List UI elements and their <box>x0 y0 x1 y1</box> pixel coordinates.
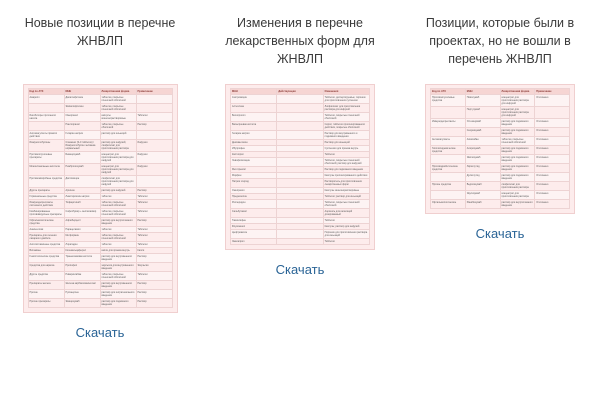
table-cell: Препараты железа <box>28 281 64 290</box>
table-cell: Левофлоксацин <box>231 158 277 167</box>
table-body <box>431 95 570 209</box>
table-cell: Амарилл <box>28 95 64 104</box>
table-cell <box>431 191 466 200</box>
table-cell: Софосбувир + велпатасвир <box>64 209 100 218</box>
table-cell: концентрат для приготовления раствора для инфузий <box>500 95 535 107</box>
table-header-cell: МНН <box>64 89 100 95</box>
table-cell: Прочие средства <box>431 182 466 191</box>
table-cell: Секукинумаб <box>465 128 500 137</box>
table-cell: Иммунодепрессанты системного действия <box>28 200 64 209</box>
preview-column-rejected-positions <box>400 10 600 408</box>
table-header-cell: Лекарственная форма <box>500 89 535 95</box>
table-cell: Таблетки; раствор для инъекций <box>323 194 369 200</box>
table-cell: Эволокумаб <box>465 155 500 164</box>
table-cell: Таблетки <box>136 194 172 200</box>
table-cell: таблетки <box>100 194 136 200</box>
table-cell: концентрат для приготовления раствора <box>500 191 535 200</box>
table-cell: раствор для инъекций <box>100 131 136 140</box>
table-cell: Афлиберцепт <box>64 218 100 227</box>
table-header-cell: Код по АТХ <box>28 89 64 95</box>
table-cell: Таблетки, покрытые пленочной оболочкой; раствор для инфузий <box>323 158 369 167</box>
table-row <box>431 95 570 107</box>
column-title: Изменения в перечне лекарственных форм для ЖНВЛП <box>225 16 375 67</box>
table-cell <box>136 95 172 104</box>
table-cell <box>431 128 466 137</box>
table-cell: таблетки, покрытые оболочкой <box>100 122 136 131</box>
table-cell: таблетки, покрытые пленочной оболочкой <box>100 95 136 104</box>
table-cell <box>277 239 323 245</box>
table-cell: Иммунодепрессанты <box>431 119 466 128</box>
table-cell: Гиполипидемические средства <box>431 146 466 155</box>
table-cell: лиофилизат для приготовления раствора для инфузий <box>100 176 136 188</box>
download-link-rejected-positions[interactable]: Скачать <box>475 226 525 242</box>
table-cell <box>277 209 323 218</box>
table-row <box>431 200 570 209</box>
table-cell <box>277 95 323 104</box>
table-cell: Отклонено <box>535 95 570 107</box>
table-cell <box>277 200 323 209</box>
table-cell: раствор для подкожного введения <box>500 173 535 182</box>
table-cell: Тофацитиниб <box>64 200 100 209</box>
table-row <box>431 173 570 182</box>
table-cell <box>277 179 323 188</box>
table-cell: Раствор <box>136 281 172 290</box>
table-cell: капсулы кишечнорастворимые <box>100 113 136 122</box>
table-cell: лиофилизат для приготовления раствора <box>500 182 535 191</box>
table-cell: Комбинированные противовирусные препараты <box>28 209 64 218</box>
table-row <box>28 122 172 131</box>
table-cell: раствор для внутривенного введения <box>100 254 136 263</box>
document-thumbnail-new-positions[interactable] <box>23 84 178 313</box>
table-row <box>431 137 570 146</box>
table-cell: Раствор для подкожного введения <box>323 167 369 173</box>
table-cell: Отклонено <box>535 191 570 200</box>
table-cell: таблетки, покрытые пленочной оболочкой <box>100 233 136 242</box>
table-header-cell: Примечание <box>535 89 570 95</box>
table-cell: Противоопухолевые препараты <box>28 152 64 164</box>
table-row <box>28 209 172 218</box>
table-row <box>28 218 172 227</box>
table-cell: Аргинин <box>64 188 100 194</box>
table-row <box>28 176 172 188</box>
table-row <box>431 128 570 137</box>
table-cell: Бевацизумаб <box>64 152 100 164</box>
table-cell: Капсулы; раствор для инфузий <box>323 224 369 230</box>
table-cell: Каптоприл <box>231 152 277 158</box>
table-cell <box>136 176 172 188</box>
table-cell: Омепразол <box>64 113 100 122</box>
table-cell: таблетки, покрытые пленочной оболочкой <box>100 272 136 281</box>
table-cell: концентрат для приготовления раствора для инфузий <box>500 107 535 119</box>
table-cell <box>28 122 64 131</box>
table-cell: Отклонено <box>535 173 570 182</box>
table-row <box>231 239 370 245</box>
table-cell <box>277 104 323 113</box>
table-cell: Пантопразол <box>64 122 100 131</box>
table-cell: Раствор для внутривенного и подкожного введения <box>323 131 369 140</box>
table-cell: Офтальмологические средства <box>28 218 64 227</box>
table-row <box>431 191 570 200</box>
table-cell <box>535 107 570 119</box>
table-cell: Сальбутамол <box>231 209 277 218</box>
column-title: Позиции, которые были в проектах, но не вошли в перечень ЖНВЛП <box>425 16 575 67</box>
table-row <box>231 131 370 140</box>
table-cell: Отклонено <box>535 200 570 209</box>
table-row <box>28 164 172 176</box>
table-cell: Раствор <box>136 218 172 227</box>
table-cell: таблетки <box>100 227 136 233</box>
table-cell: Таблетки <box>136 200 172 209</box>
table-cell: Противодиабетические средства <box>431 164 466 173</box>
document-table <box>28 88 173 308</box>
table-cell: Даптомицин <box>64 176 100 188</box>
table-cell: Таблетки <box>136 272 172 281</box>
table-cell: Таблетки <box>136 242 172 248</box>
table-cell: Железа карбоксимальтозат <box>64 281 100 290</box>
table-cell: Ранибизумаб <box>465 200 500 209</box>
table-cell: Противоопухолевые средства <box>431 95 466 107</box>
table-cell: Капли <box>136 248 172 254</box>
table-row <box>28 254 172 263</box>
table-cell: Отклонено <box>535 119 570 128</box>
table-cell: Алтеплаза <box>231 104 277 113</box>
table-cell: раствор для подкожного введения <box>100 299 136 308</box>
table-cell: Капсулы кишечнорастворимые <box>323 188 369 194</box>
table-cell: Преднизолон <box>231 194 277 200</box>
table-cell: раствор для интратекального введения <box>101 291 135 298</box>
table-row <box>28 272 172 281</box>
table-cell: Пембролизумаб <box>64 164 100 176</box>
table-cell: Анальгетики <box>28 227 64 233</box>
table-cell: капли для приема внутрь <box>100 248 136 254</box>
table-cell: Гормональные средства <box>28 194 64 200</box>
table-cell: Прочие препараты <box>28 299 64 308</box>
table-cell: Таблетки, покрытые пленочной оболочкой <box>323 200 369 209</box>
table-cell: Капсулы пролонгированного действия <box>323 173 369 179</box>
table-row <box>28 290 172 299</box>
table-row <box>231 179 370 188</box>
document-table <box>430 88 570 209</box>
table-row <box>28 299 172 308</box>
table-cell: Метформин <box>64 233 100 242</box>
table-cell: Пропофол <box>64 263 100 272</box>
table-cell: Нусинерсен <box>64 290 100 299</box>
table-row <box>431 155 570 164</box>
table-cell: Инфузии <box>136 152 172 164</box>
table-cell: Раствор <box>136 254 172 263</box>
table-cell: Прочие <box>28 290 64 299</box>
table-row <box>431 182 570 191</box>
table-cell: Гепарин натрия <box>231 131 277 140</box>
table-cell: Метотрексат <box>231 167 277 173</box>
table-cell: Таблетки <box>136 233 172 242</box>
table-cell: Суспензия для приема внутрь <box>323 146 369 152</box>
table-cell: Аэрозоль для ингаляций дозированный <box>323 209 369 218</box>
table-cell <box>431 173 466 182</box>
table-cell: Ривароксабан <box>64 272 100 281</box>
preview-column-form-changes <box>200 10 400 408</box>
table-cell: раствор для внутриглазного введения <box>100 218 136 227</box>
table-cell: Раствор <box>136 122 172 131</box>
table-row <box>28 152 172 164</box>
table-cell: раствор для внутривенного введения <box>100 281 136 290</box>
table-cell: Инфузии <box>136 164 172 176</box>
table-cell <box>277 131 323 140</box>
table-cell: концентрат для приготовления раствора для инфузий <box>100 152 136 164</box>
table-cell: Сироп; таблетки пролонгированного действия, покрытые оболочкой <box>323 122 369 131</box>
table-row <box>431 164 570 173</box>
table-cell: Апиксабан <box>465 137 500 146</box>
table-cell: Таблетки <box>323 239 369 245</box>
table-row <box>28 113 172 122</box>
table-cell: Вальпроевая кислота <box>231 122 277 131</box>
table-row <box>431 119 570 128</box>
table-cell: Раствор <box>136 299 172 308</box>
table-header-cell: Действующая <box>277 89 323 95</box>
table-cell: Препараты для лечения сахарного диабета <box>28 233 64 242</box>
table-cell: таблетки, покрытые пленочной оболочкой <box>100 200 136 209</box>
table-cell: эмульсия для внутривенного введения <box>100 263 136 272</box>
table-cell <box>136 131 172 140</box>
table-cell: Пертузумаб <box>465 107 500 119</box>
table-cell: Другие препараты <box>28 188 64 194</box>
table-header-cell: Изменения <box>323 89 369 95</box>
table-row <box>431 146 570 155</box>
table-cell: раствор для подкожного введения <box>500 119 535 128</box>
table-cell: Отклонено <box>535 146 570 155</box>
table-cell: Колекальциферол <box>64 248 100 254</box>
table-cell: Тамоксифен <box>231 218 277 224</box>
table-cell: Натрия хлорид <box>231 179 277 188</box>
table-cell: концентрат для приготовления раствора для инфузий <box>100 164 136 176</box>
table-body <box>231 95 370 245</box>
table-cell: Ибупрофен <box>231 146 277 152</box>
table-cell: Гемостатические средства <box>28 254 64 263</box>
table-row <box>28 104 172 113</box>
table-cell: Офтальмологические <box>431 200 466 209</box>
preview-column-new-positions <box>0 10 200 408</box>
table-cell: Морфин <box>231 173 277 179</box>
table-row <box>28 95 172 104</box>
table-row <box>231 158 370 167</box>
table-cell: Парацетамол <box>64 227 100 233</box>
table-cell: Эналаприл <box>231 239 277 245</box>
table-row <box>28 263 172 272</box>
document-thumbnail-rejected-positions[interactable] <box>425 84 575 214</box>
table-row <box>231 104 370 113</box>
table-cell: Отклонено <box>535 137 570 146</box>
table-row <box>231 95 370 104</box>
download-link-form-changes[interactable]: Скачать <box>275 262 325 278</box>
table-cell: Таблетки <box>136 209 172 218</box>
table-cell: Эмицизумаб <box>64 299 100 308</box>
table-row <box>231 113 370 122</box>
table-cell: Антикоагулянты <box>431 137 466 146</box>
table-row <box>231 122 370 131</box>
column-title: Новые позиции в перечне ЖНВЛП <box>24 16 176 49</box>
table-cell: Другие средства <box>28 272 64 281</box>
table-cell: Цефтриаксон <box>231 230 277 239</box>
table-cell <box>277 230 323 239</box>
table-cell <box>28 104 64 113</box>
table-cell <box>431 107 466 119</box>
table-cell: Таблетки <box>136 227 172 233</box>
table-row <box>231 230 370 239</box>
table-cell: раствор для инфузий; лиофилизат для приготовления раствора <box>100 140 136 152</box>
table-row <box>431 107 570 119</box>
table-cell: Средства для наркоза <box>28 263 64 272</box>
table-cell: таблетки, покрытые пленочной оболочкой <box>100 209 136 218</box>
table-cell: Отклонено <box>535 182 570 191</box>
table-cell: Лиофилизат для приготовления раствора для инфузий <box>323 104 369 113</box>
download-link-new-positions[interactable]: Скачать <box>75 325 125 341</box>
table-cell: Лоратадин <box>64 242 100 248</box>
table-cell: Дексаметазон <box>231 140 277 146</box>
table-cell: Экулизумаб <box>465 191 500 200</box>
table-cell: Левотироксин натрия <box>64 194 100 200</box>
table-cell: Алирокумаб <box>465 146 500 155</box>
table-row <box>28 140 172 152</box>
table-cell: Раствор <box>136 188 172 194</box>
table-cell: Транексамовая кислота <box>64 254 100 263</box>
table-row <box>231 200 370 209</box>
table-cell: раствор для подкожного введения <box>500 128 535 137</box>
table-cell: Лираглутид <box>465 164 500 173</box>
table-cell: таблетки, покрытые пленочной оболочкой <box>500 137 535 146</box>
table-cell: Эмпаглифлозин <box>64 104 100 113</box>
table-cell: Флуконазол <box>231 224 277 230</box>
table-cell: Моноклональные антитела <box>28 164 64 176</box>
table-cell: раствор для внутриглазного введения <box>500 200 535 209</box>
table-cell: Таблетки <box>323 152 369 158</box>
table-cell: раствор для подкожного введения <box>500 164 535 173</box>
table-cell: Раствор для инъекций <box>323 140 369 146</box>
table-body <box>28 95 172 308</box>
table-cell: Отклонено <box>535 128 570 137</box>
table-cell: Иммуноглобулины <box>28 140 64 152</box>
table-cell <box>136 104 172 113</box>
table-cell: Гепарин натрия <box>64 131 100 140</box>
table-row <box>28 131 172 140</box>
table-cell: Таблетки, покрытые пленочной оболочкой <box>323 113 369 122</box>
table-cell: Таблетки, диспергируемые; порошок для приготовления суспензии <box>323 95 369 104</box>
table-cell: Ведолизумаб <box>465 182 500 191</box>
document-thumbnail-form-changes[interactable] <box>225 84 375 250</box>
table-cell: Антикоагулянты прямого действия <box>28 131 64 140</box>
table-cell: Инфузия <box>136 140 172 152</box>
table-cell: Отклонено <box>535 155 570 164</box>
table-cell <box>277 158 323 167</box>
table-header-cell: МНН <box>231 89 277 95</box>
table-header-cell: Код по АТХ <box>431 89 466 95</box>
table-cell <box>277 122 323 131</box>
table-cell: Антигистаминные средства <box>28 242 64 248</box>
table-cell: Устекинумаб <box>465 119 500 128</box>
table-cell <box>277 113 323 122</box>
table-cell: Таблетки <box>136 113 172 122</box>
table-cell: раствор для подкожного введения <box>500 155 535 164</box>
table-cell: Отклонено <box>535 164 570 173</box>
table-cell: Рисперидон <box>231 200 277 209</box>
table-cell: Эмульсия <box>136 263 172 272</box>
table-cell: Бисопролол <box>231 113 277 122</box>
table-header-cell: Лекарственная форма <box>100 89 136 95</box>
table-cell: Раствор <box>136 290 172 299</box>
document-table <box>230 88 370 245</box>
table-header-cell: Примечание <box>136 89 172 95</box>
table-cell: Противомикробные средства <box>28 176 64 188</box>
table-row <box>28 281 172 290</box>
table-row <box>231 209 370 218</box>
table-cell: Дулаглутид <box>465 173 500 182</box>
table-cell: раствор для инфузий <box>100 188 136 194</box>
table-cell: Дапаглифлозин <box>64 95 100 104</box>
table-cell: Спазмекс (S-0 таблетки) / Иммуноглобулин человека нормальный <box>64 140 100 152</box>
table-cell <box>431 155 466 164</box>
table-cell: Ниволумаб <box>465 95 500 107</box>
table-cell: Витамины <box>28 248 64 254</box>
table-cell: Ингибиторы протонного насоса <box>28 113 64 122</box>
table-cell: Порошок для приготовления раствора для инъекций <box>323 230 369 239</box>
table-cell: таблетки <box>100 242 136 248</box>
table-header-cell: МНН <box>465 89 500 95</box>
table-cell: Азитромицин <box>231 95 277 104</box>
table-row <box>28 200 172 209</box>
table-cell: Омепразол <box>231 188 277 194</box>
table-cell: Таблетки <box>323 218 369 224</box>
table-cell: раствор для подкожного введения <box>500 146 535 155</box>
table-cell: Растворитель для приготовления лекарственных форм <box>323 179 369 188</box>
table-row <box>28 233 172 242</box>
table-cell: таблетки, покрытые пленочной оболочкой <box>100 104 136 113</box>
